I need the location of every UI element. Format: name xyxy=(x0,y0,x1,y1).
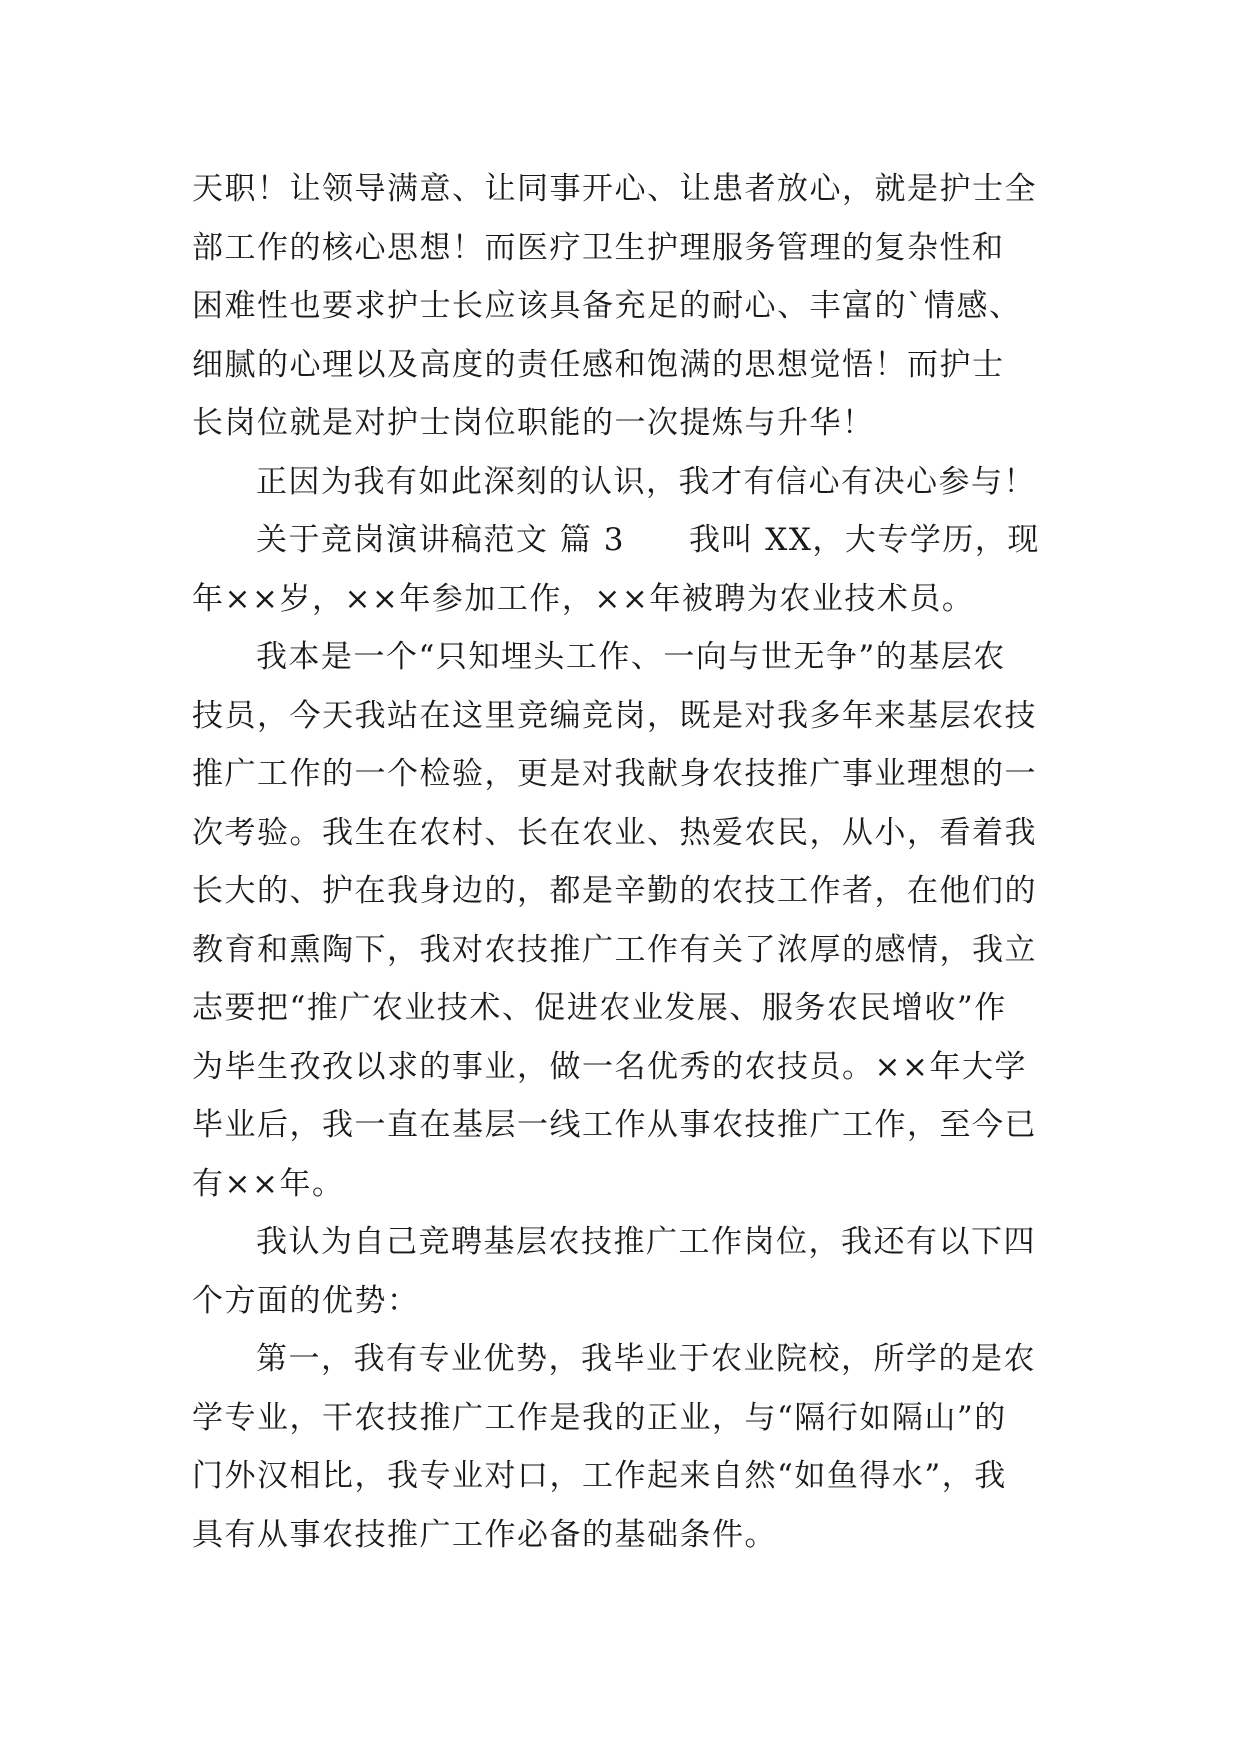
text-line: 有××年。 xyxy=(192,1165,345,1202)
paragraph-line: 我认为自己竞聘基层农技推广工作岗位，我还有以下四 xyxy=(256,1224,1036,1260)
text-line: 天职！让领导满意、让同事开心、让患者放心，就是护士全 xyxy=(192,171,1037,207)
paragraph-line: 正因为我有如此深刻的认识，我才有信心有决心参与！ xyxy=(256,463,1036,500)
text-line: 具有从事农技推广工作必备的基础条件。 xyxy=(192,1516,777,1553)
text-line: 志要把“推广农业技术、促进农业发展、服务农民增收”作 xyxy=(192,990,1007,1026)
section-heading-line xyxy=(192,511,1047,570)
text-line: 技员，今天我站在这里竞编竞岗，既是对我多年来基层农技 xyxy=(192,697,1037,734)
text-line: 毕业后，我一直在基层一线工作从事农技推广工作，至今已 xyxy=(192,1107,1037,1143)
text-line: 长岗位就是对护士岗位职能的一次提炼与升华！ xyxy=(192,405,875,441)
document-body xyxy=(192,160,1047,1564)
text-line: 个方面的优势： xyxy=(192,1282,420,1319)
section-heading: 关于竞岗演讲稿范文 篇 3 xyxy=(256,522,625,558)
text-line: 细腻的心理以及高度的责任感和饱满的思想觉悟！而护士 xyxy=(192,346,1005,383)
text-line: 为毕生孜孜以求的事业，做一名优秀的农技员。××年大学 xyxy=(192,1048,1027,1085)
text-line: 推广工作的一个检验，更是对我献身农技推广事业理想的一 xyxy=(192,756,1037,792)
text-line: 门外汉相比，我专业对口，工作起来自然“如鱼得水”，我 xyxy=(192,1458,1007,1494)
heading-continuation: 我叫 XX，大专学历，现 xyxy=(688,522,1040,558)
text-line: 部工作的核心思想！而医疗卫生护理服务管理的复杂性和 xyxy=(192,229,1005,266)
paragraph-line: 第一，我有专业优势，我毕业于农业院校，所学的是农 xyxy=(256,1341,1036,1377)
text-line: 学专业，干农技推广工作是我的正业，与“隔行如隔山”的 xyxy=(192,1399,1007,1436)
text-line: 长大的、护在我身边的，都是辛勤的农技工作者，在他们的 xyxy=(192,873,1037,909)
text-line: 困难性也要求护士长应该具备充足的耐心、丰富的`情感、 xyxy=(192,288,1022,324)
text-line: 教育和熏陶下，我对农技推广工作有关了浓厚的感情，我立 xyxy=(192,931,1037,968)
paragraph-line: 我本是一个“只知埋头工作、一向与世无争”的基层农 xyxy=(256,639,1006,675)
text-line: 年××岁，××年参加工作，××年被聘为农业技术员。 xyxy=(192,580,975,617)
text-line: 次考验。我生在农村、长在农业、热爱农民，从小，看着我 xyxy=(192,814,1037,851)
